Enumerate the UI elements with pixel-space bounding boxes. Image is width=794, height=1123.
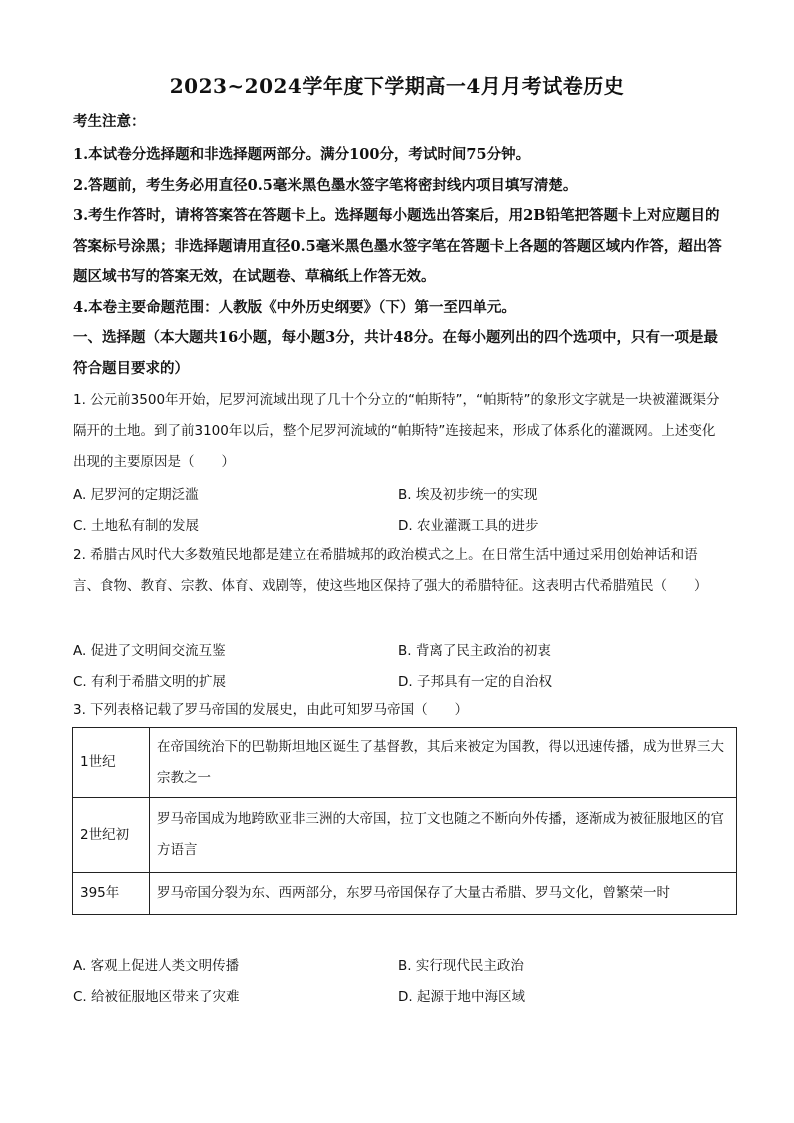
table-cell-period: 2世纪初 [73, 798, 150, 873]
option-d[interactable]: D. 子邦具有一定的自治权 [398, 673, 552, 690]
exam-title: 2023~2024学年度下学期高一4月月考试卷历史 [169, 74, 625, 98]
notice-item: 4.本卷主要命题范围：人教版《中外历史纲要》（下）第一至四单元。 [73, 298, 516, 316]
option-d[interactable]: D. 起源于地中海区域 [398, 988, 525, 1005]
table-cell-event: 罗马帝国成为地跨欧亚非三洲的大帝国，拉丁文也随之不断向外传播，逐渐成为被征服地区的官方语言 [150, 798, 737, 873]
table-cell-period: 1世纪 [73, 728, 150, 798]
section-heading: 一、选择题（本大题共16小题，每小题3分，共计48分。在每小题列出的四个选项中，只有一项是最符合题目要求的） [73, 329, 718, 377]
question-options [73, 477, 733, 539]
question-options [73, 633, 733, 695]
table-cell-event: 在帝国统治下的巴勒斯坦地区诞生了基督教，其后来被定为国教，得以迅速传播，成为世界三大宗教之一 [150, 728, 737, 798]
option-c[interactable]: C. 土地私有制的发展 [73, 517, 200, 534]
option-c[interactable]: C. 给被征服地区带来了灾难 [73, 988, 240, 1005]
option-b[interactable]: B. 背离了民主政治的初衷 [398, 642, 551, 659]
option-b[interactable]: B. 埃及初步统一的实现 [398, 486, 538, 503]
notice-item: 3.考生作答时，请将答案答在答题卡上。选择题每小题选出答案后，用2B铅笔把答题卡上对应题目的答案标号涂黑；非选择题请用直径0.5毫米黑色墨水签字笔在答题卡上各题的答题区域内作答，超出答题区域书写的答案无效，在试题卷、草稿纸上作答无效。 [73, 207, 722, 285]
option-a[interactable]: A. 促进了文明间交流互鉴 [73, 642, 226, 659]
table-cell-period: 395年 [73, 873, 150, 915]
option-b[interactable]: B. 实行现代民主政治 [398, 957, 524, 974]
option-c[interactable]: C. 有利于希腊文明的扩展 [73, 673, 227, 690]
table-row [73, 873, 737, 915]
notice-item: 2.答题前，考生务必用直径0.5毫米黑色墨水签字笔将密封线内项目填写清楚。 [73, 176, 578, 194]
table-row [73, 798, 737, 873]
option-a[interactable]: A. 客观上促进人类文明传播 [73, 957, 240, 974]
question-stem: 2. 希腊古风时代大多数殖民地都是建立在希腊城邦的政治模式之上。在日常生活中通过采用创始神话和语言、食物、教育、宗教、体育、戏剧等，使这些地区保持了强大的希腊特征。这表明古代希腊殖民（ ） [73, 547, 708, 594]
question-options [73, 948, 733, 1010]
option-a[interactable]: A. 尼罗河的定期泛滥 [73, 486, 199, 503]
notice-heading: 考生注意： [73, 113, 146, 130]
table-cell-event: 罗马帝国分裂为东、西两部分，东罗马帝国保存了大量古希腊、罗马文化，曾繁荣一时 [150, 873, 737, 915]
history-table [72, 727, 737, 915]
option-d[interactable]: D. 农业灌溉工具的进步 [398, 517, 539, 534]
question-stem: 3. 下列表格记载了罗马帝国的发展史，由此可知罗马帝国（ ） [73, 702, 469, 718]
question-stem: 1. 公元前3500年开始，尼罗河流域出现了几十个分立的“帕斯特”，“帕斯特”的象形文字就是一块被灌溉渠分隔开的土地。到了前3100年以后，整个尼罗河流域的“帕斯特”连接起来，形成了体系化的灌溉网。上述变化出现的主要原因是（ ） [73, 392, 720, 470]
table-row [73, 728, 737, 798]
notice-list [73, 140, 723, 323]
notice-item: 1.本试卷分选择题和非选择题两部分。满分100分，考试时间75分钟。 [73, 146, 531, 163]
